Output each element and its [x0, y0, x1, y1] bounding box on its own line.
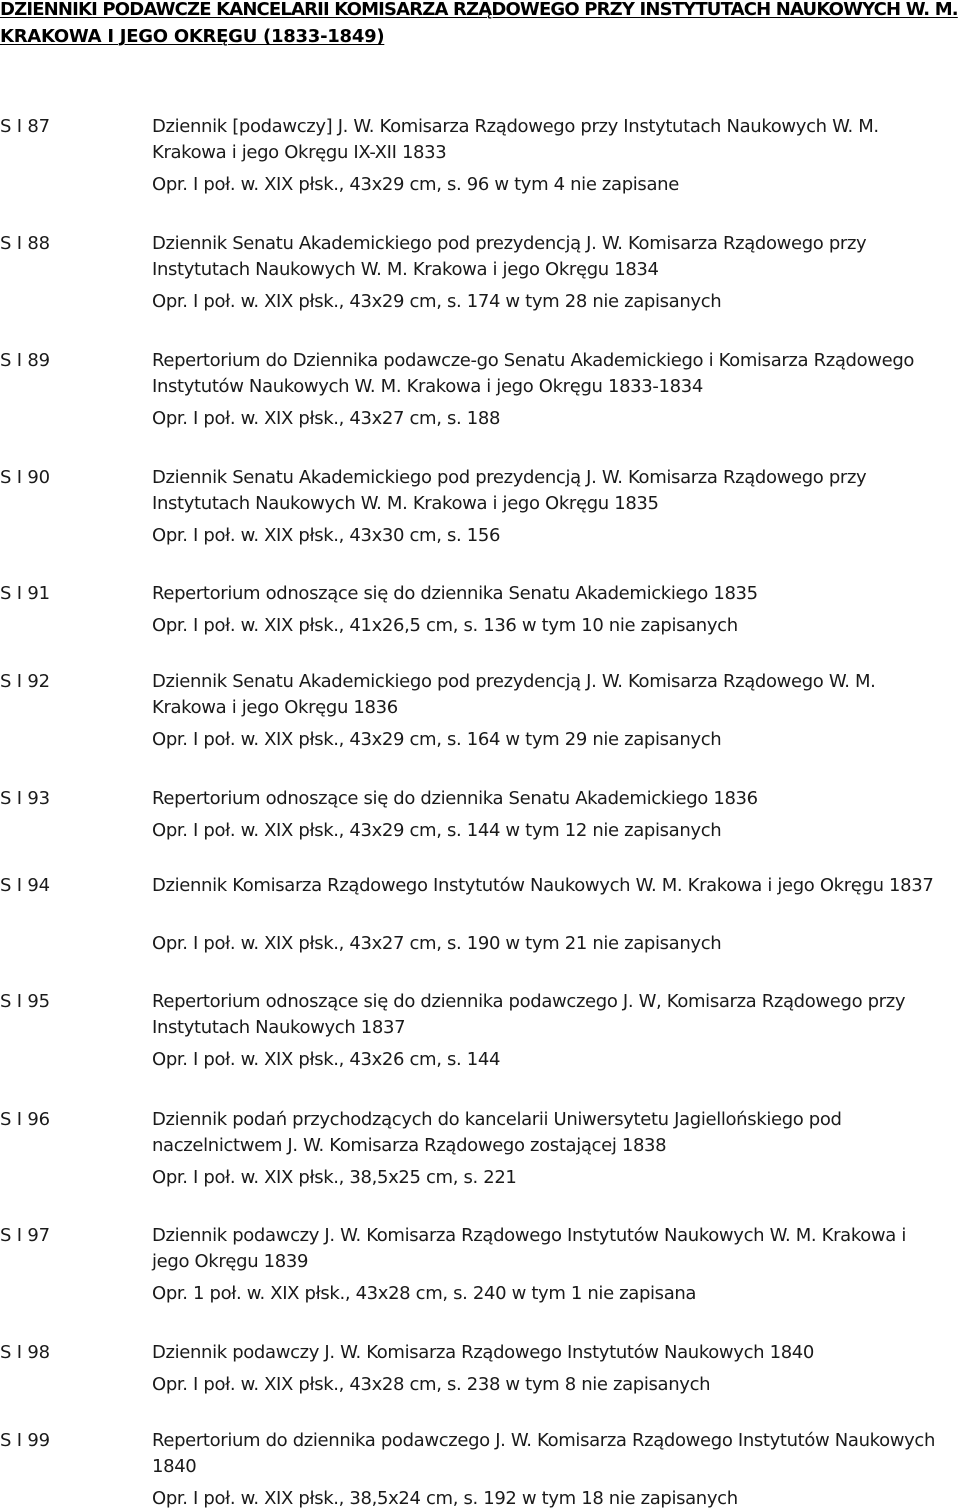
entry-title-line: 1840: [152, 1456, 197, 1477]
entry-title-line: Dziennik Senatu Akademickiego pod prezydencją J. W. Komisarza Rządowego W. M.: [152, 671, 876, 692]
entry-title-line: Krakowa i jego Okręgu 1836: [152, 697, 398, 718]
entry-description: Opr. I poł. w. XIX płsk., 43x29 cm, s. 144 w tym 12 nie zapisanych: [152, 820, 722, 841]
entry-signature: S I 94: [0, 875, 50, 896]
entry-signature: S I 93: [0, 788, 50, 809]
entry-title-line: naczelnictwem J. W. Komisarza Rządowego zostającej 1838: [152, 1135, 667, 1156]
entry-title-line: Krakowa i jego Okręgu IX-XII 1833: [152, 142, 447, 163]
entry-title-line: Repertorium odnoszące się do dziennika Senatu Akademickiego 1835: [152, 583, 758, 604]
entry-description: Opr. I poł. w. XIX płsk., 43x30 cm, s. 156: [152, 525, 501, 546]
entry-title-line: Dziennik podawczy J. W. Komisarza Rządowego Instytutów Naukowych 1840: [152, 1342, 814, 1363]
entry-title-line: Dziennik podań przychodzących do kancelarii Uniwersytetu Jagiellońskiego pod: [152, 1109, 842, 1130]
entry-title-line: Dziennik Senatu Akademickiego pod prezydencją J. W. Komisarza Rządowego przy: [152, 467, 867, 488]
entry-signature: S I 99: [0, 1430, 50, 1451]
page-heading-line-1: DZIENNIKI PODAWCZE KANCELARII KOMISARZA RZĄDOWEGO PRZY INSTYTUTACH NAUKOWYCH W. M.: [0, 0, 958, 20]
entry-title-line: Instytutach Naukowych W. M. Krakowa i jego Okręgu 1834: [152, 259, 659, 280]
entry-description: Opr. I poł. w. XIX płsk., 43x29 cm, s. 174 w tym 28 nie zapisanych: [152, 291, 722, 312]
entry-signature: S I 89: [0, 350, 50, 371]
entry-description: Opr. I poł. w. XIX płsk., 43x29 cm, s. 164 w tym 29 nie zapisanych: [152, 729, 722, 750]
entry-title-line: jego Okręgu 1839: [152, 1251, 309, 1272]
entry-title-line: Repertorium odnoszące się do dziennika podawczego J. W, Komisarza Rządowego przy: [152, 991, 906, 1012]
entry-description: Opr. I poł. w. XIX płsk., 38,5x24 cm, s. 192 w tym 18 nie zapisanych: [152, 1488, 738, 1509]
entry-signature: S I 98: [0, 1342, 50, 1363]
entry-title-line: Dziennik Senatu Akademickiego pod prezydencją J. W. Komisarza Rządowego przy: [152, 233, 867, 254]
entry-title-line: Instytutach Naukowych W. M. Krakowa i jego Okręgu 1835: [152, 493, 659, 514]
entry-title-line: Dziennik [podawczy] J. W. Komisarza Rządowego przy Instytutach Naukowych W. M.: [152, 116, 879, 137]
entry-description: Opr. I poł. w. XIX płsk., 43x27 cm, s. 188: [152, 408, 501, 429]
entry-title-line: Instytutach Naukowych 1837: [152, 1017, 406, 1038]
entry-description: Opr. I poł. w. XIX płsk., 38,5x25 cm, s. 221: [152, 1167, 517, 1188]
entry-description: Opr. I poł. w. XIX płsk., 43x29 cm, s. 96 w tym 4 nie zapisane: [152, 174, 679, 195]
entry-title-line: Repertorium do dziennika podawczego J. W. Komisarza Rządowego Instytutów Naukowych: [152, 1430, 936, 1451]
entry-title-line: Dziennik Komisarza Rządowego Instytutów Naukowych W. M. Krakowa i jego Okręgu 1837: [152, 875, 934, 896]
page-heading: [0, 0, 960, 50]
entry-description: Opr. 1 poł. w. XIX płsk., 43x28 cm, s. 240 w tym 1 nie zapisana: [152, 1283, 697, 1304]
entry-title-line: Repertorium odnoszące się do dziennika Senatu Akademickiego 1836: [152, 788, 758, 809]
entry-signature: S I 87: [0, 116, 50, 137]
entry-signature: S I 88: [0, 233, 50, 254]
entry-title-line: Repertorium do Dziennika podawcze-go Senatu Akademickiego i Komisarza Rządowego: [152, 350, 915, 371]
entry-title-line: Dziennik podawczy J. W. Komisarza Rządowego Instytutów Naukowych W. M. Krakowa i: [152, 1225, 906, 1246]
entry-description: Opr. I poł. w. XIX płsk., 43x26 cm, s. 144: [152, 1049, 501, 1070]
entry-signature: S I 90: [0, 467, 50, 488]
entry-signature: S I 96: [0, 1109, 50, 1130]
entry-title-line: Instytutów Naukowych W. M. Krakowa i jego Okręgu 1833-1834: [152, 376, 703, 397]
entry-signature: S I 97: [0, 1225, 50, 1246]
entry-description: Opr. I poł. w. XIX płsk., 43x27 cm, s. 190 w tym 21 nie zapisanych: [152, 933, 722, 954]
entry-signature: S I 91: [0, 583, 50, 604]
entry-description: Opr. I poł. w. XIX płsk., 41x26,5 cm, s. 136 w tym 10 nie zapisanych: [152, 615, 738, 636]
entry-signature: S I 95: [0, 991, 50, 1012]
entry-description: Opr. I poł. w. XIX płsk., 43x28 cm, s. 238 w tym 8 nie zapisanych: [152, 1374, 711, 1395]
page-heading-line-2: KRAKOWA I JEGO OKRĘGU (1833-1849): [0, 26, 385, 47]
entry-signature: S I 92: [0, 671, 50, 692]
